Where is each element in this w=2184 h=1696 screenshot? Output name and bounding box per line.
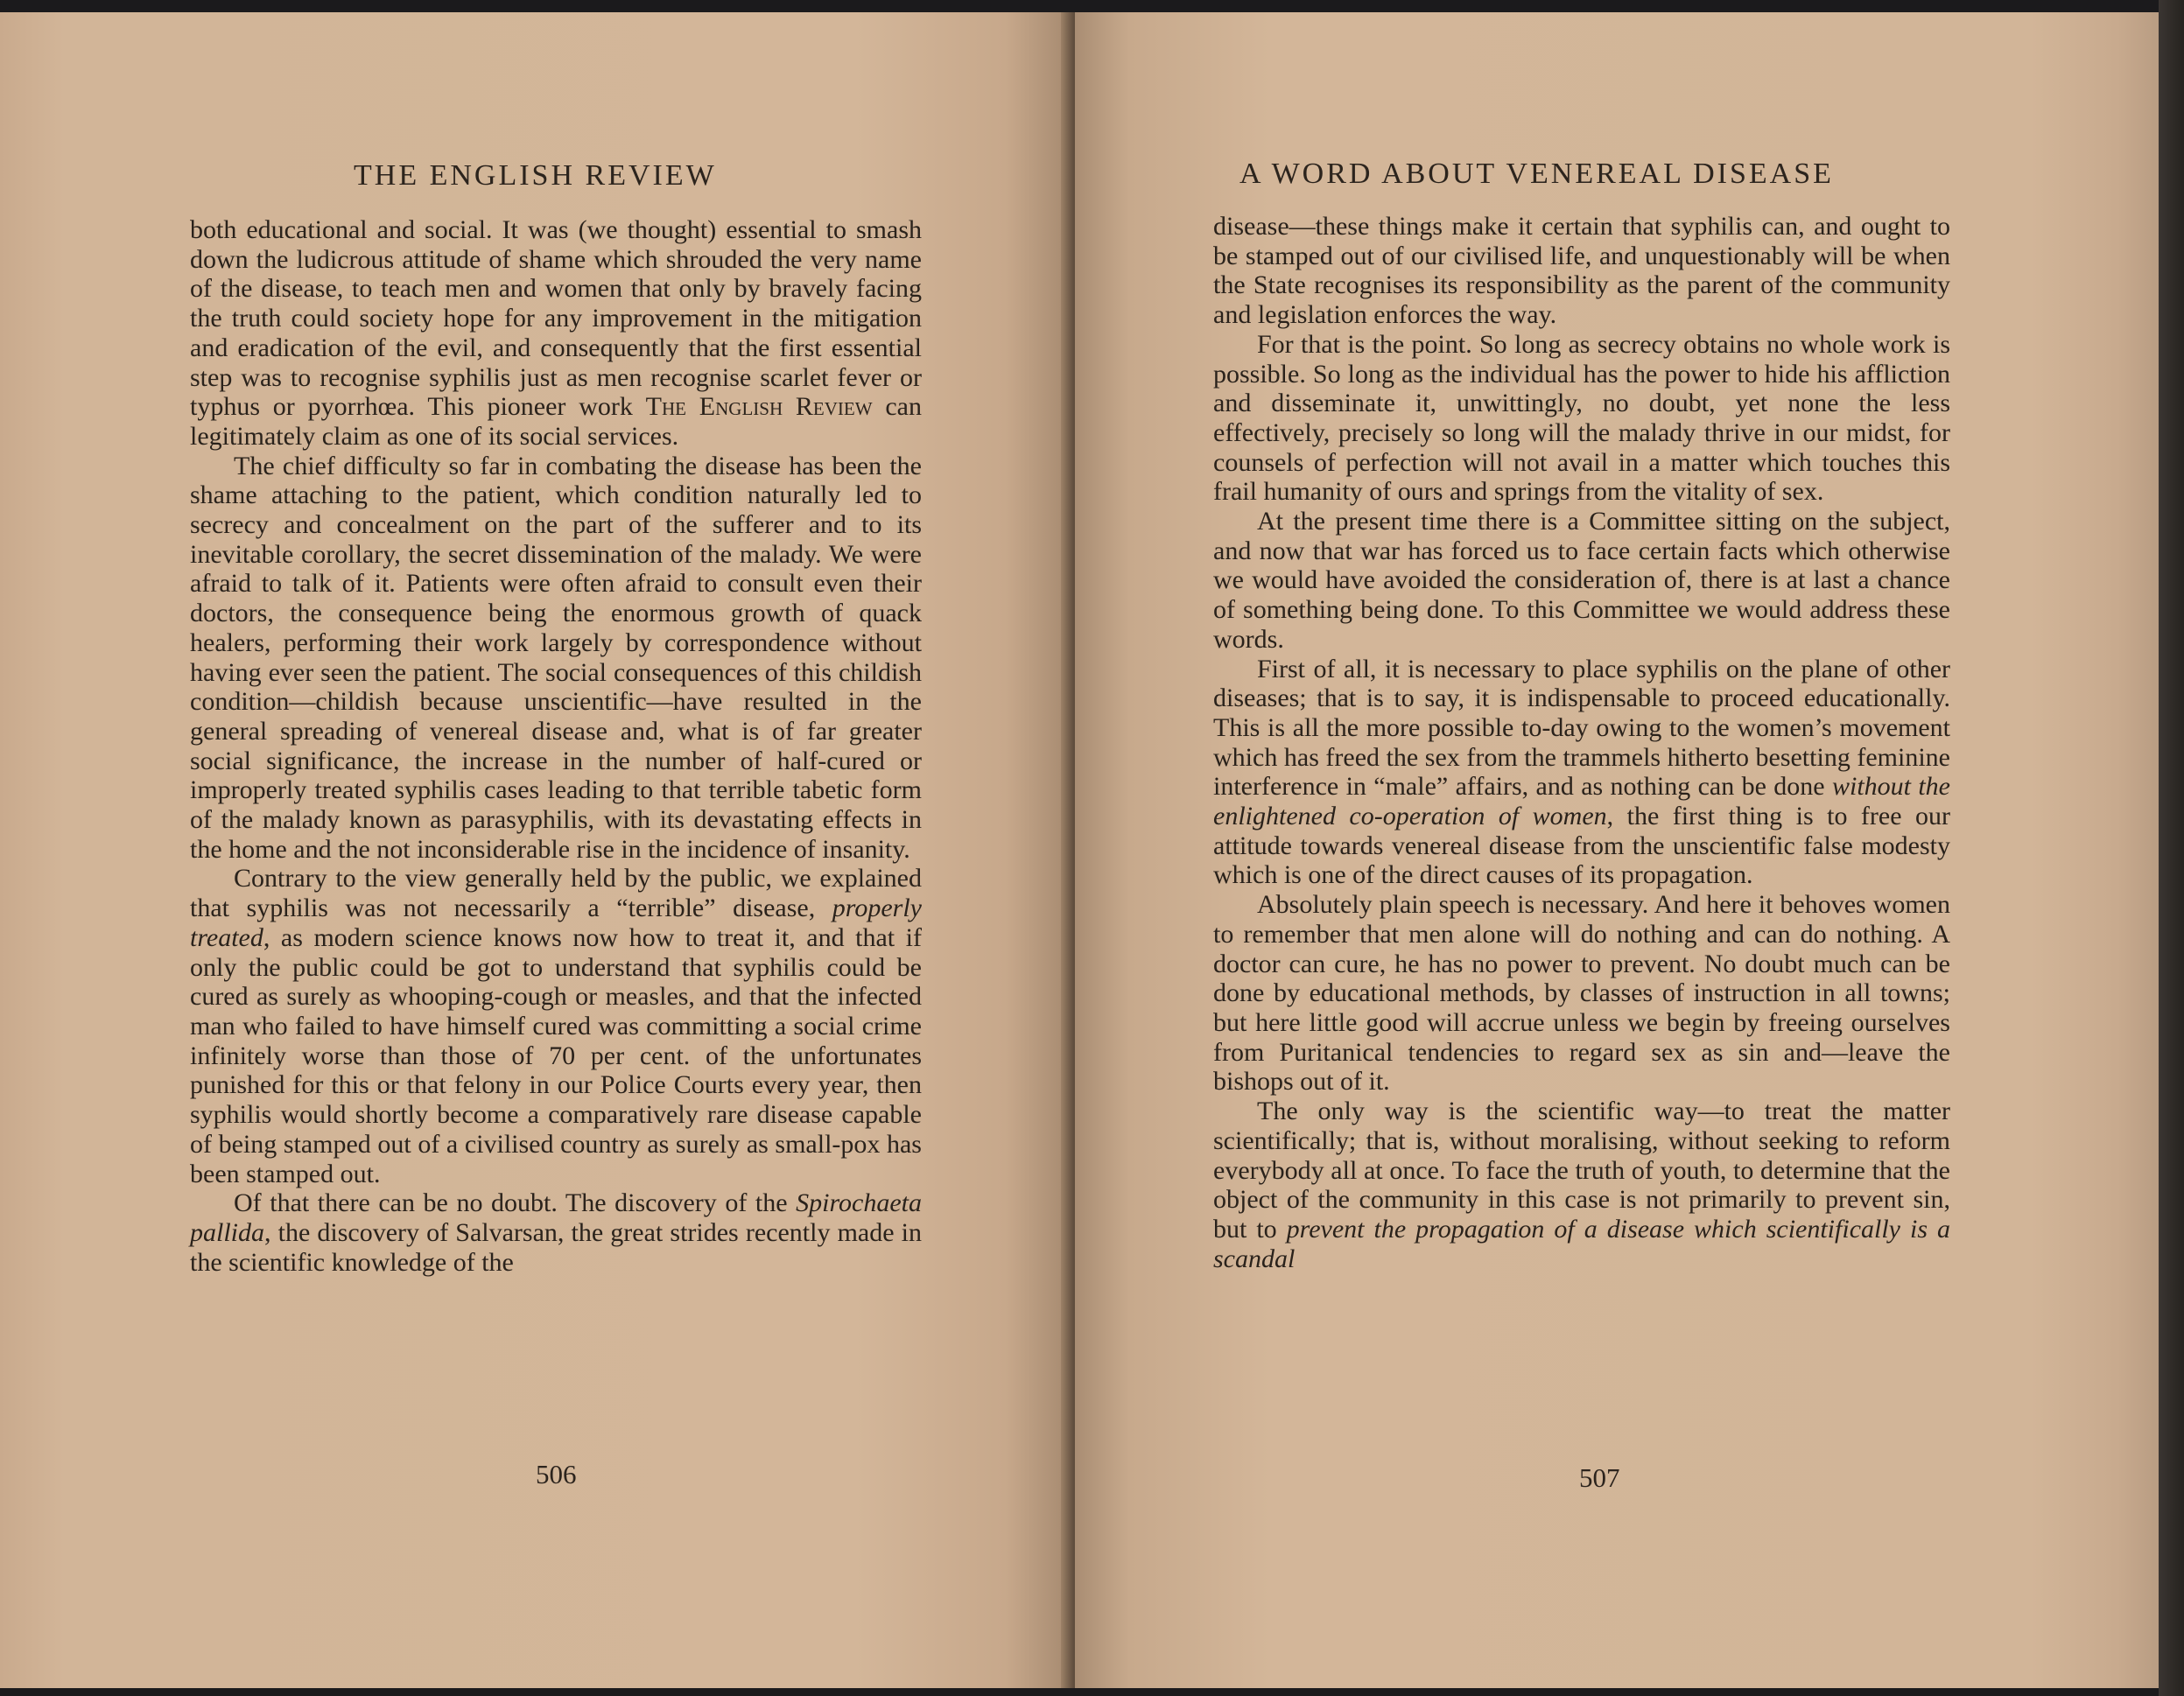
paragraph xyxy=(1213,507,1950,655)
paragraph-text: The only way is the scientific way—to treat the matter scientifically; that is, without moralising, without seeking to reform everybody all at once. To face the truth of youth, to determine that the object of the community in this case is not primarily to prevent sin, but to xyxy=(1213,1097,1950,1244)
paragraph xyxy=(190,215,922,452)
paragraph-text: can legitimately claim as one of its social services. xyxy=(190,392,922,451)
book-edge xyxy=(2159,0,2184,1696)
right-page xyxy=(1075,12,2160,1688)
paragraph xyxy=(1213,1097,1950,1273)
paragraph xyxy=(190,1188,922,1277)
paragraph-text: disease—these things make it certain that syphilis can, and ought to be stamped out of our civilised life, and unquestionably will be when the State recognises its responsibility as the parent of the community and legislation enforces the way. xyxy=(1213,212,1950,330)
right-page-body xyxy=(1213,212,1950,1273)
paragraph-text: , the first thing is to free our attitude towards venereal disease from the unscientific false modesty which is one of the direct causes of its propagation. xyxy=(1213,802,1950,890)
paragraph xyxy=(1213,655,1950,891)
italic-phrase: prevent the propagation of a disease which scientifically is a scandal xyxy=(1213,1214,1950,1273)
paragraph-text: The chief difficulty so far in combating the disease has been the shame attaching to the patient, which condition naturally led to secrecy and concealment on the part of the sufferer and to its inevitable corollary, the secret dissemination of the malady. We were afraid to talk of it. Patients were often afraid to consult even their doctors, the consequence being the enormous growth of quack healers, performing their work largely by correspondence without having ever seen the patient. The social consequences of this childish condition—childish because unscientific—have resulted in the general spreading of venereal disease and, what is of far greater social significance, the increase in the number of half-cured or improperly treated syphilis cases leading to that terrible tabetic form of the malady known as parasyphilis, with its devastating effects in the home and the not inconsiderable rise in the incidence of insanity. xyxy=(190,451,922,864)
paragraph-text: Absolutely plain speech is necessary. And here it behoves women to remember that men alone will do nothing and can do nothing. A doctor can cure, he has no power to prevent. No doubt much can be done by educational methods, by classes of instruction in all towns; but here little good will accrue unless we begin by freeing ourselves from Puritanical tendencies to regard sex as sin and—leave the bishops out of it. xyxy=(1213,890,1950,1097)
paragraph-text: First of all, it is necessary to place syphilis on the plane of other diseases; that is to say, it is indispensable to proceed educationally. This is all the more possible to-day owing to the women’s movement which has freed the sex from the trammels hitherto besetting feminine interference in “male” affairs, and as nothing can be done xyxy=(1213,654,1950,802)
paragraph xyxy=(190,452,922,865)
paragraph xyxy=(1213,212,1950,330)
paragraph-text: For that is the point. So long as secrecy obtains no whole work is possible. So long as the individual has the power to hide his affliction and disseminate it, unwittingly, no doubt, yet none the less effectively, precisely so long will the malady thrive in our midst, for counsels of perfection will not avail in a matter which touches this frail humanity of ours and springs from the vitality of sex. xyxy=(1213,329,1950,507)
left-page xyxy=(0,12,1070,1688)
italic-phrase: Spirochaeta pallida xyxy=(190,1188,922,1247)
italic-phrase: properly treated xyxy=(190,894,922,952)
paragraph-text: Contrary to the view generally held by the public, we explained that syphilis was not necessarily a “terrible” disease, xyxy=(190,864,922,923)
running-header-right: A WORD ABOUT VENEREAL DISEASE xyxy=(1239,158,1834,190)
page-number-left: 506 xyxy=(536,1459,577,1489)
journal-title: The English Review xyxy=(645,392,873,422)
paragraph xyxy=(190,864,922,1188)
running-header-left: THE ENGLISH REVIEW xyxy=(354,159,717,192)
paragraph xyxy=(1213,330,1950,507)
paragraph-text: , as modern science knows now how to treat it, and that if only the public could be got to understand that syphilis could be cured as surely as whooping-cough or measles, and that the infected man who failed to have himself cured was committing a social crime infinitely worse than those of 70 per cent. of the unfortunates punished for this or that felony in our Police Courts every year, then syphilis would shortly become a comparatively rare disease capable of being stamped out of a civilised country as surely as small-pox has been stamped out. xyxy=(190,922,922,1188)
paragraph xyxy=(1213,890,1950,1097)
paragraph-text: Of that there can be no doubt. The discovery of the xyxy=(234,1188,797,1218)
left-page-body xyxy=(190,215,922,1277)
page-number-right: 507 xyxy=(1579,1462,1620,1493)
paragraph-text: , the discovery of Salvarsan, the great strides recently made in the scientific knowledge of the xyxy=(190,1217,922,1277)
paragraph-text: both educational and social. It was (we thought) essential to smash down the ludicrous attitude of shame which shrouded the very name of the disease, to teach men and women that only by bravely facing the truth could society hope for any improvement in the mitigation and eradication of the evil, and consequently that the first essential step was to recognise syphilis just as men recognise scarlet fever or typhus or pyorrhœa. This pioneer work xyxy=(190,215,922,422)
italic-phrase: without the enlightened co-operation of women xyxy=(1213,772,1951,831)
paragraph-text: At the present time there is a Committee sitting on the subject, and now that war has forced us to face certain facts which otherwise we would have avoided the consideration of, there is at last a chance of something being done. To this Committee we would address these words. xyxy=(1213,507,1950,654)
